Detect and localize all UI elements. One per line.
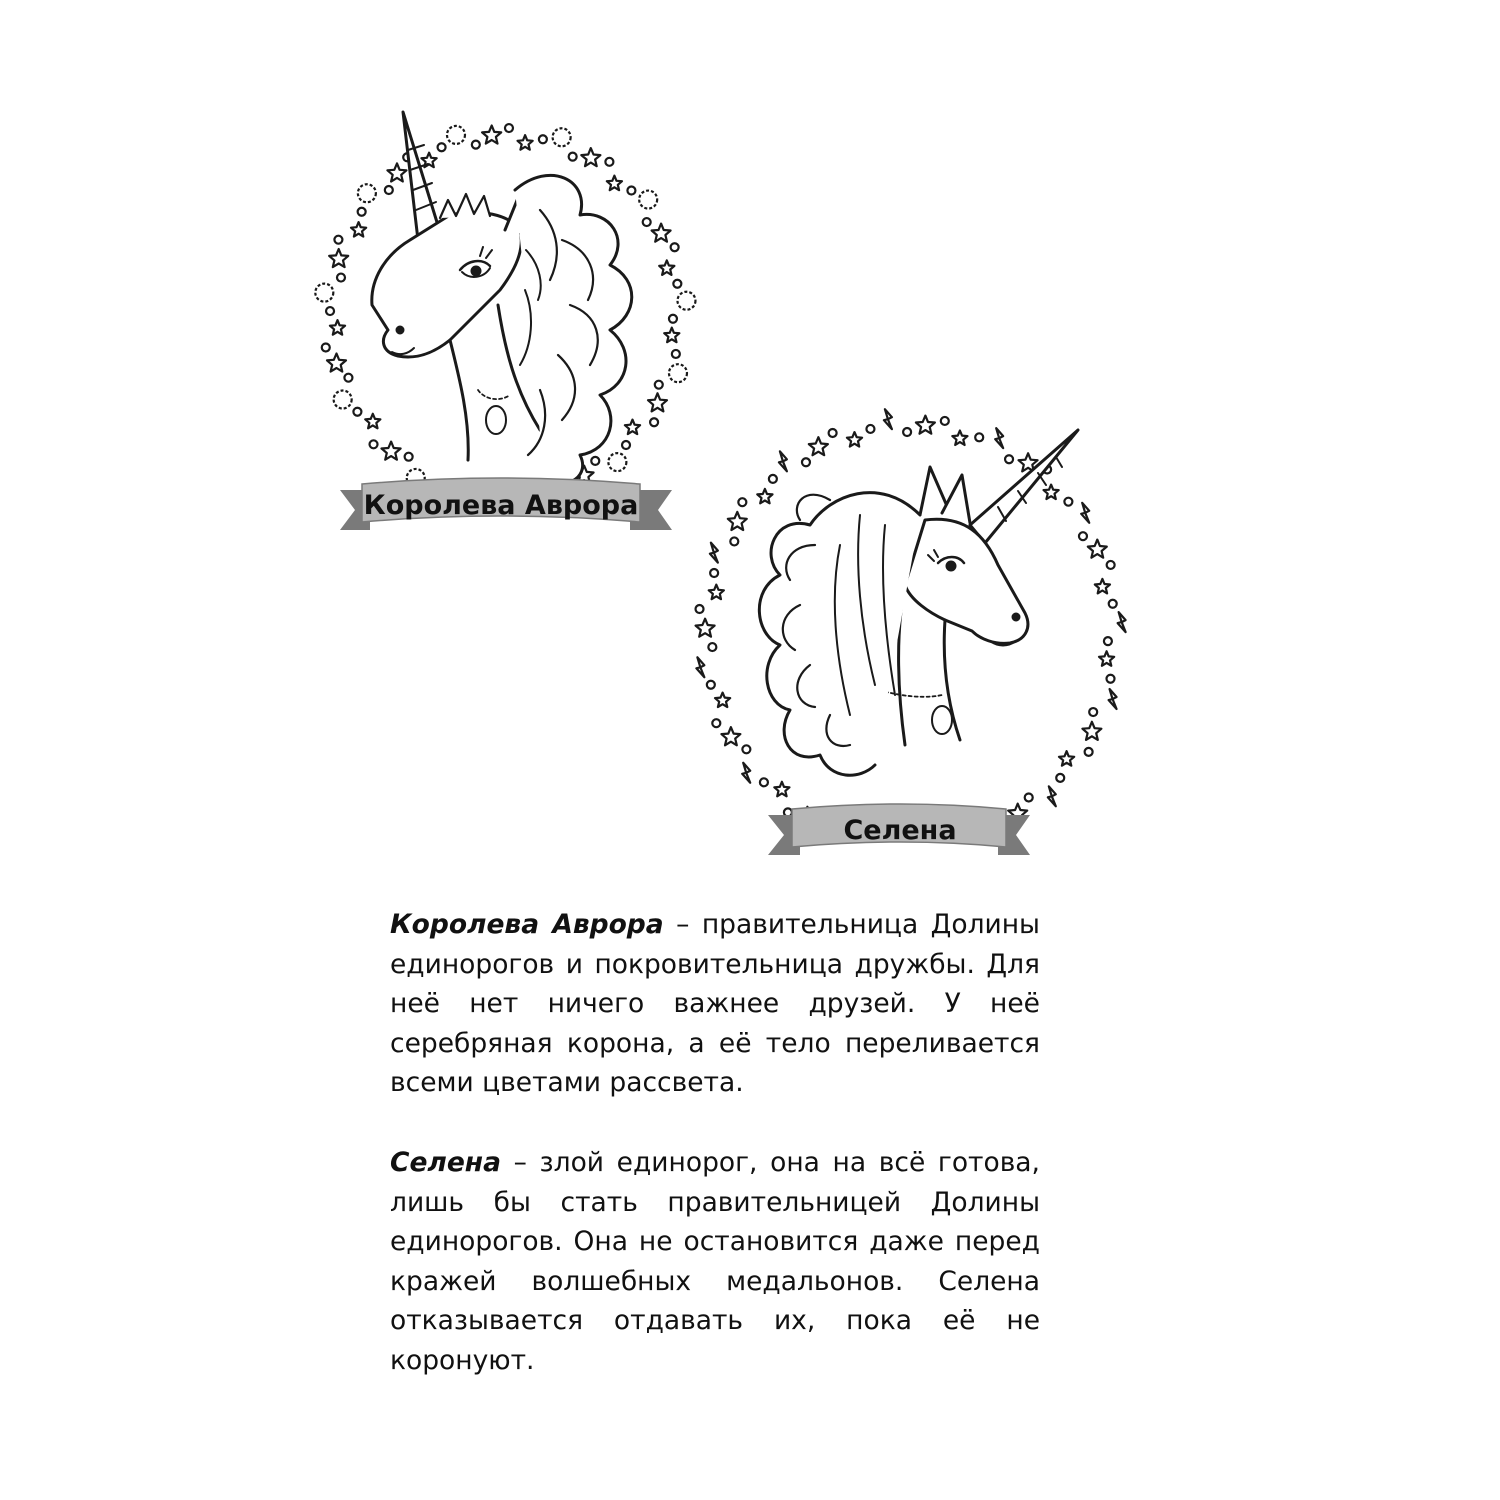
wreath-dot-icon [671, 243, 679, 251]
wreath-dot-icon [760, 778, 768, 786]
wreath-lightning-icon [1048, 786, 1056, 806]
wreath-star-icon [382, 442, 401, 460]
wreath-sun-icon [447, 126, 465, 144]
wreath-dot-icon [1107, 561, 1115, 569]
wreath-dot-icon [322, 343, 330, 351]
selena-unicorn-head-icon [759, 430, 1078, 775]
wreath-sun-icon [608, 453, 626, 471]
aurora-name: Королева Аврора [390, 909, 664, 940]
wreath-star-icon [1088, 540, 1107, 558]
wreath-dot-icon [358, 208, 366, 216]
wreath-star-icon [664, 328, 679, 343]
wreath-star-icon [1099, 651, 1114, 666]
wreath-dot-icon [627, 187, 635, 195]
wreath-dot-icon [1104, 637, 1112, 645]
wreath-dot-icon [385, 186, 393, 194]
wreath-dot-icon [708, 643, 716, 651]
wreath-sun-icon [315, 284, 333, 302]
wreath-dot-icon [829, 429, 837, 437]
wreath-star-icon [728, 512, 747, 530]
selena-description-paragraph [390, 1143, 1040, 1381]
wreath-dot-icon [903, 428, 911, 436]
wreath-dot-icon [696, 605, 704, 613]
selena-name-ribbon [768, 804, 1030, 855]
wreath-dot-icon [655, 381, 663, 389]
wreath-star-icon [696, 619, 715, 637]
wreath-star-icon [329, 249, 348, 267]
wreath-sun-icon [553, 128, 571, 146]
wreath-dot-icon [337, 274, 345, 282]
wreath-star-icon [518, 135, 533, 150]
wreath-lightning-icon [1081, 503, 1089, 523]
aurora-description-paragraph [390, 905, 1040, 1103]
wreath-dot-icon [769, 475, 777, 483]
wreath-lightning-icon [1109, 689, 1117, 709]
wreath-dot-icon [1064, 498, 1072, 506]
wreath-dot-icon [669, 315, 677, 323]
aurora-description: – правительница Долины единорогов и покровительница дружбы. Для неё нет ничего важнее друзей. У неё серебряная корона, а её тело переливается всеми цветами рассвета. [390, 909, 1040, 1099]
wreath-dot-icon [505, 124, 513, 132]
wreath-sun-icon [669, 364, 687, 382]
wreath-star-icon [1044, 485, 1059, 500]
wreath-dot-icon [1079, 532, 1087, 540]
wreath-star-icon [721, 727, 740, 745]
wreath-star-icon [607, 176, 622, 191]
wreath-dot-icon [353, 408, 361, 416]
wreath-dot-icon [569, 153, 577, 161]
wreath-sun-icon [358, 184, 376, 202]
wreath-dot-icon [802, 458, 810, 466]
wreath-star-icon [1095, 579, 1110, 594]
wreath-dot-icon [1025, 793, 1033, 801]
wreath-star-icon [351, 222, 366, 237]
wreath-star-icon [916, 416, 935, 434]
wreath-dot-icon [712, 719, 720, 727]
wreath-star-icon [774, 782, 789, 797]
wreath-dot-icon [438, 143, 446, 151]
wreath-dot-icon [673, 280, 681, 288]
selena-illustration [680, 395, 1140, 870]
wreath-star-icon [365, 414, 380, 429]
character-descriptions [390, 905, 1040, 1381]
wreath-dot-icon [605, 158, 613, 166]
wreath-dot-icon [1107, 675, 1115, 683]
wreath-dot-icon [710, 569, 718, 577]
portrait-selena [680, 395, 1140, 870]
wreath-star-icon [581, 148, 600, 166]
wreath-dot-icon [591, 457, 599, 465]
wreath-lightning-icon [742, 763, 750, 783]
aurora-illustration [300, 90, 720, 550]
wreath-dot-icon [1056, 774, 1064, 782]
wreath-dot-icon [738, 498, 746, 506]
wreath-sun-icon [639, 191, 657, 209]
wreath-dot-icon [742, 745, 750, 753]
portrait-queen-aurora [300, 90, 720, 550]
wreath-dot-icon [334, 236, 342, 244]
wreath-star-icon [952, 431, 967, 446]
wreath-dot-icon [622, 441, 630, 449]
wreath-lightning-icon [696, 657, 704, 677]
wreath-dot-icon [643, 218, 651, 226]
wreath-star-icon [1082, 722, 1101, 740]
wreath-dot-icon [539, 135, 547, 143]
aurora-ribbon-label: Королева Аврора [363, 490, 639, 521]
wreath-dot-icon [1085, 748, 1093, 756]
aurora-star-wreath [315, 124, 695, 493]
wreath-dot-icon [650, 418, 658, 426]
selena-star-wreath [696, 409, 1126, 840]
wreath-dot-icon [326, 307, 334, 315]
wreath-lightning-icon [710, 543, 718, 563]
wreath-sun-icon [334, 391, 352, 409]
wreath-star-icon [709, 585, 724, 600]
aurora-name-ribbon [340, 478, 672, 530]
selena-ribbon-label: Селена [843, 815, 957, 846]
wreath-star-icon [625, 420, 640, 435]
wreath-sun-icon [677, 292, 695, 310]
wreath-lightning-icon [779, 451, 787, 471]
wreath-lightning-icon [1118, 612, 1126, 632]
wreath-dot-icon [472, 141, 480, 149]
wreath-star-icon [327, 354, 346, 372]
wreath-dot-icon [730, 537, 738, 545]
wreath-dot-icon [975, 433, 983, 441]
wreath-dot-icon [405, 453, 413, 461]
wreath-lightning-icon [884, 409, 892, 429]
wreath-dot-icon [370, 440, 378, 448]
wreath-dot-icon [672, 350, 680, 358]
wreath-star-icon [715, 693, 730, 707]
wreath-star-icon [330, 320, 345, 335]
wreath-star-icon [387, 163, 406, 181]
wreath-star-icon [648, 393, 667, 411]
wreath-star-icon [809, 437, 828, 455]
selena-name: Селена [390, 1146, 501, 1178]
wreath-dot-icon [1109, 600, 1117, 608]
aurora-unicorn-head-icon [372, 112, 632, 484]
wreath-star-icon [847, 432, 862, 447]
selena-description: – злой единорог, она на всё готова, лишь бы стать правительницей Долины единорогов. Она не остановится даже перед кражей волшебных медальонов. Селена отказывается отдавать их, пока её не коронуют. [390, 1146, 1040, 1376]
wreath-dot-icon [1005, 455, 1013, 463]
wreath-star-icon [482, 126, 501, 144]
wreath-dot-icon [707, 681, 715, 689]
wreath-star-icon [652, 224, 671, 242]
wreath-star-icon [1059, 751, 1074, 766]
wreath-dot-icon [866, 425, 874, 433]
wreath-star-icon [757, 489, 772, 503]
wreath-dot-icon [1089, 708, 1097, 716]
wreath-lightning-icon [995, 428, 1003, 448]
wreath-dot-icon [344, 374, 352, 382]
wreath-dot-icon [941, 417, 949, 425]
wreath-star-icon [659, 260, 674, 275]
